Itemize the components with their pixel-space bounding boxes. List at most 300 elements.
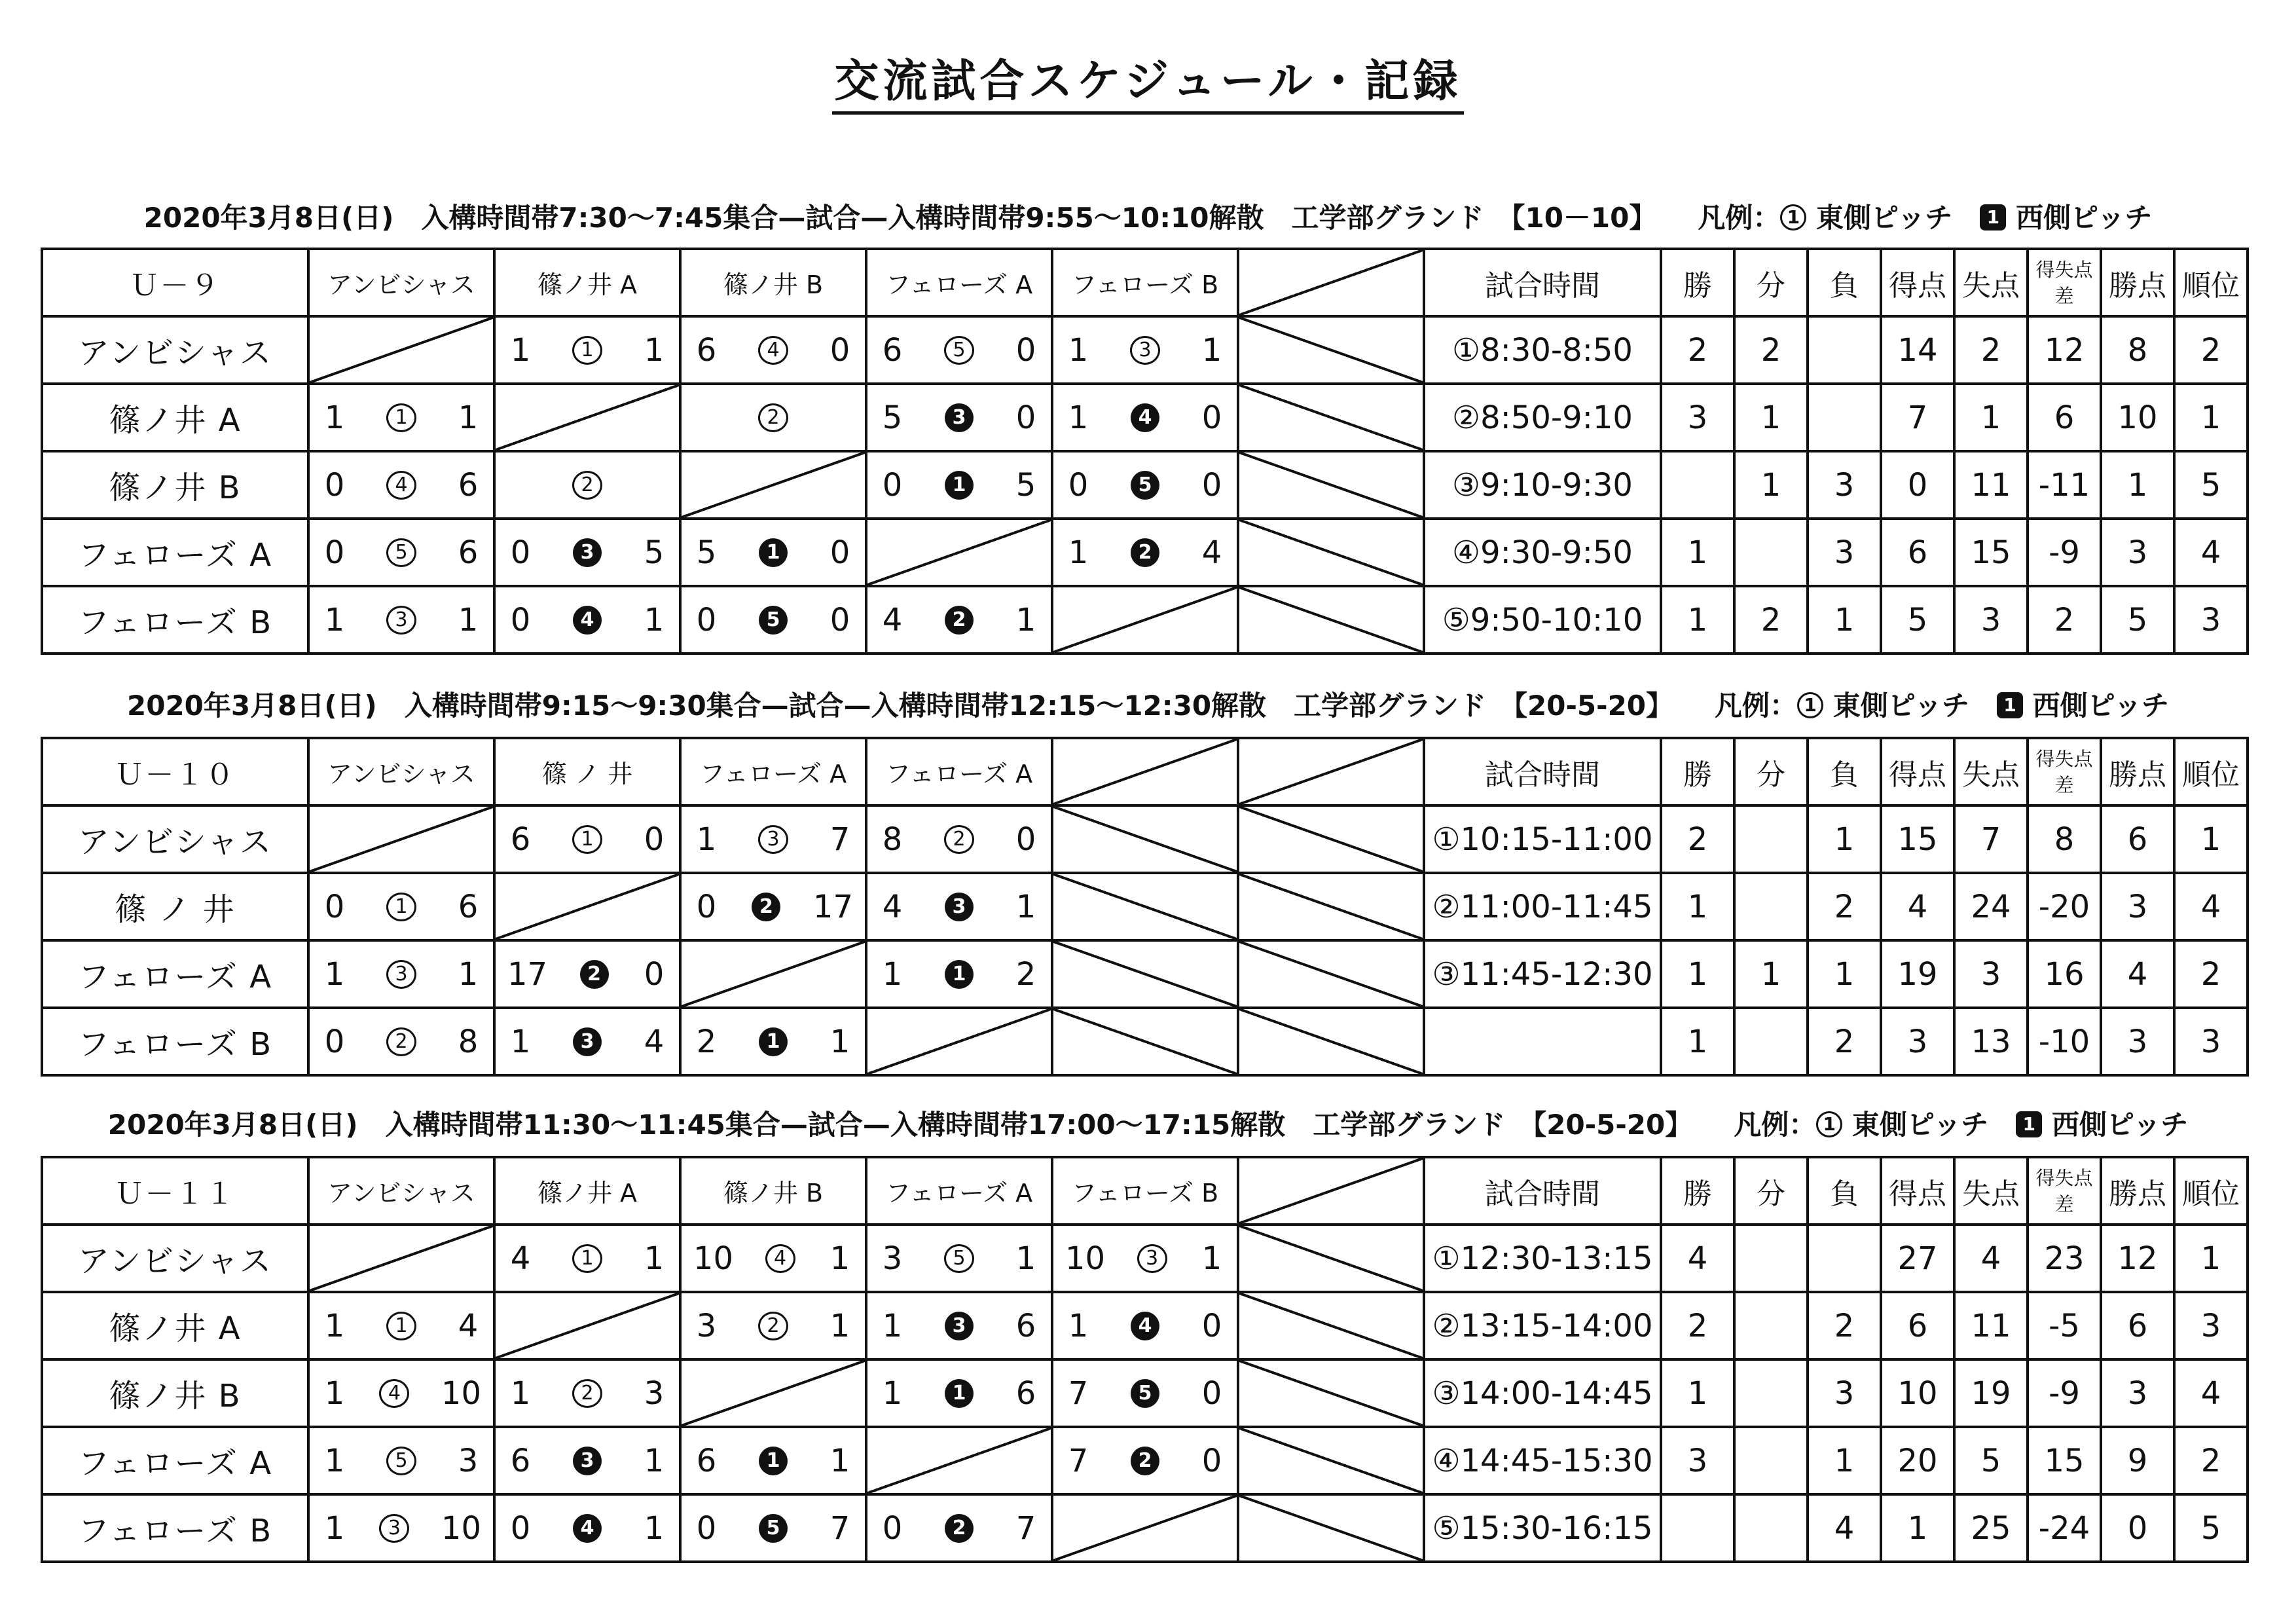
east-pitch-legend-icon: 1 [1780,204,1806,231]
score-for: 0 [510,534,531,571]
page-title: 交流試合スケジュール・記録 [0,46,2296,109]
match-result-cell [494,1008,680,1075]
self-match-cell [308,1225,494,1292]
score-for: 0 [510,601,531,638]
stat-header: 勝 [1661,249,1734,316]
table-row [42,1359,2248,1427]
match-result-cell [680,316,866,384]
row-team-name: フェローズ B [42,1008,308,1075]
schedule-table-u11 [41,1156,2249,1563]
west-pitch-match-icon: 3 [573,1027,602,1056]
east-pitch-match-icon: 2 [386,1027,416,1056]
stat-header: 順位 [2174,1157,2248,1225]
column-header-team: 篠 ノ 井 [494,738,680,805]
stat-value: 23 [2028,1225,2101,1292]
match-result-cell [308,586,494,654]
stat-value: 15 [1954,519,2028,586]
west-pitch-legend-icon: 1 [2016,1111,2042,1137]
score-against: 0 [1015,399,1036,436]
stat-value [1734,1427,1808,1494]
stat-value [1734,805,1808,873]
east-pitch-match-icon: 4 [379,1379,409,1408]
score-against: 1 [829,1240,850,1277]
self-match-cell [308,316,494,384]
stat-value: 16 [2028,940,2101,1008]
self-match-cell [494,384,680,451]
stat-value: 3 [1954,940,2028,1008]
match-result [1053,318,1237,382]
match-result [682,807,865,872]
score-against: 1 [1015,601,1036,638]
blank-cell [1238,1427,1424,1494]
match-result [867,452,1051,517]
score-against: 0 [1201,1307,1222,1344]
match-result-cell [866,940,1052,1008]
west-pitch-match-icon: 4 [573,606,602,635]
score-against: 3 [458,1442,479,1479]
score-for: 0 [696,601,717,638]
score-against: 0 [829,331,850,369]
east-pitch-match-icon: 2 [572,1379,602,1408]
score-for: 4 [882,601,903,638]
match-result-cell [494,1225,680,1292]
match-result-cell [308,873,494,940]
row-team-name: 篠ノ井 A [42,384,308,451]
self-match-cell [866,519,1052,586]
match-result [867,1496,1051,1560]
match-result-cell [1052,384,1238,451]
stat-value: 5 [2101,586,2174,654]
score-against: 1 [458,601,479,638]
stat-value: 6 [1881,1292,1954,1359]
stat-value: 6 [2028,384,2101,451]
match-time: ⑤15:30-16:15 [1424,1494,1661,1562]
west-pitch-match-icon: 1 [759,1447,788,1475]
stat-header: 勝点 [2101,1157,2174,1225]
stat-value [1808,1225,1881,1292]
east-pitch-match-icon: 2 [944,825,974,854]
match-result [867,385,1051,450]
score-against: 6 [458,466,479,504]
west-pitch-match-icon: 2 [1131,1447,1159,1475]
section-header [0,1103,2296,1143]
stat-value: 1 [2174,1225,2248,1292]
stat-value: 1 [1734,940,1808,1008]
stat-header: 順位 [2174,249,2248,316]
table-row [42,873,2248,940]
stat-value: 4 [1881,873,1954,940]
stat-value: 1 [2101,451,2174,519]
stat-value: 1 [1661,519,1734,586]
score-against: 0 [1201,1442,1222,1479]
match-result [310,385,493,450]
score-against: 1 [1201,331,1222,369]
stat-value: 6 [2101,805,2174,873]
east-pitch-match-icon: 5 [386,1447,416,1475]
self-match-cell [680,940,866,1008]
table-row [42,1427,2248,1494]
row-team-name: 篠ノ井 A [42,1292,308,1359]
self-match-cell [494,1292,680,1359]
stat-value: 2 [1661,1292,1734,1359]
score-against: 17 [812,888,853,925]
stat-value: 15 [1881,805,1954,873]
stat-header: 得失点差 [2028,738,2101,805]
east-pitch-match-icon: 5 [386,538,416,567]
self-match-cell [680,1359,866,1427]
match-result [1053,520,1237,585]
match-result-cell [680,1292,866,1359]
east-pitch-match-icon: 2 [758,403,788,432]
score-for: 6 [882,331,903,369]
match-time: ③14:00-14:45 [1424,1359,1661,1427]
stat-value [1661,1494,1734,1562]
match-time: ①10:15-11:00 [1424,805,1661,873]
match-result-cell [680,1008,866,1075]
score-for: 0 [510,1509,531,1547]
stat-header: 順位 [2174,738,2248,805]
score-for: 4 [882,888,903,925]
match-result-cell [680,1494,866,1562]
score-for: 1 [1068,399,1089,436]
match-result-cell [680,805,866,873]
legend-east-label: 東側ピッチ [1851,1109,1989,1141]
blank-cell [1052,873,1238,940]
west-pitch-match-icon: 1 [945,960,974,989]
self-match-cell [494,873,680,940]
table-row [42,1494,2248,1562]
match-result [496,942,679,1006]
match-result [1053,1293,1237,1358]
match-result-cell [866,451,1052,519]
match-result [867,587,1051,652]
stat-value: 13 [1954,1008,2028,1075]
stat-value: 3 [2174,1292,2248,1359]
score-for: 17 [507,955,548,993]
score-for: 1 [1068,331,1089,369]
match-result-cell [1052,1359,1238,1427]
match-result [310,1361,493,1426]
east-pitch-match-icon: 3 [758,825,788,854]
match-result-cell [308,451,494,519]
match-result-cell [680,873,866,940]
stat-value: 4 [2174,519,2248,586]
score-against: 1 [1201,1240,1222,1277]
east-pitch-legend-icon: 1 [1797,692,1823,718]
stat-value [1661,451,1734,519]
score-against: 1 [458,955,479,993]
blank-column-header [1052,738,1238,805]
blank-column-header [1238,1157,1424,1225]
score-against: 7 [829,1509,850,1547]
match-result-cell [308,384,494,451]
east-pitch-match-icon: 1 [572,1244,602,1273]
stat-value: 14 [1881,316,1954,384]
stat-value: 3 [2101,519,2174,586]
stat-value: -9 [2028,1359,2101,1427]
stat-header: 分 [1734,738,1808,805]
match-result-cell [1052,519,1238,586]
match-result [496,1226,679,1291]
stat-header: 試合時間 [1424,738,1661,805]
score-for: 1 [324,1442,345,1479]
score-for: 0 [882,1509,903,1547]
score-for: 5 [696,534,717,571]
score-against: 0 [829,601,850,638]
match-result-cell [866,316,1052,384]
west-pitch-match-icon: 2 [580,960,609,989]
stat-value: 9 [2101,1427,2174,1494]
stat-value: 0 [2101,1494,2174,1562]
legend-label: 凡例： [1734,1109,1817,1141]
stat-value: 15 [2028,1427,2101,1494]
stat-value: 8 [2101,316,2174,384]
match-result [310,942,493,1006]
score-for: 1 [324,601,345,638]
west-pitch-match-icon: 3 [945,1312,974,1340]
stat-value: 4 [1954,1225,2028,1292]
score-for: 1 [324,955,345,993]
table-row [42,384,2248,451]
match-result [310,1009,493,1074]
stat-header: 失点 [1954,1157,2028,1225]
score-for: 0 [324,534,345,571]
score-for: 0 [696,1509,717,1547]
score-against: 0 [1201,466,1222,504]
score-for: 1 [510,331,531,369]
stat-header: 得点 [1881,249,1954,316]
match-result [1053,1226,1237,1291]
score-against: 1 [829,1442,850,1479]
stat-header: 勝 [1661,738,1734,805]
west-pitch-match-icon: 2 [945,1514,974,1543]
east-pitch-match-icon: 1 [572,336,602,365]
stat-value: 3 [1808,1359,1881,1427]
stat-value [1734,1359,1808,1427]
stat-value: 4 [2174,1359,2248,1427]
match-result [496,1009,679,1074]
stat-value: 10 [1881,1359,1954,1427]
east-pitch-match-icon: 4 [386,471,416,500]
score-against: 1 [644,601,665,638]
score-against: 1 [644,1509,665,1547]
match-result-cell [680,1225,866,1292]
blank-cell [1238,519,1424,586]
stat-value: 12 [2028,316,2101,384]
match-result-cell [494,1427,680,1494]
match-result [496,1496,679,1560]
header-row [42,1157,2248,1225]
west-pitch-match-icon: 2 [1131,538,1159,567]
table-row [42,1292,2248,1359]
score-against: 0 [1201,399,1222,436]
stat-value: 2 [1808,1008,1881,1075]
score-for: 1 [1068,534,1089,571]
match-time: ④14:45-15:30 [1424,1427,1661,1494]
west-pitch-match-icon: 3 [945,893,974,921]
match-time: ①8:30-8:50 [1424,316,1661,384]
match-result-cell [308,1359,494,1427]
stat-value: 3 [1954,586,2028,654]
west-pitch-match-icon: 5 [1131,1379,1159,1408]
score-for: 4 [510,1240,531,1277]
match-result [310,1428,493,1493]
stat-value: 2 [1808,1292,1881,1359]
column-header-team: アンビシャス [308,1157,494,1225]
score-against: 5 [644,534,665,571]
score-against: 0 [829,534,850,571]
header-row [42,738,2248,805]
score-for: 1 [1068,1307,1089,1344]
match-result-cell [680,586,866,654]
match-result [682,1496,865,1560]
stat-value: 27 [1881,1225,1954,1292]
stat-header: 得失点差 [2028,249,2101,316]
match-time [1424,1008,1661,1075]
score-for: 6 [510,821,531,858]
score-against: 7 [1015,1509,1036,1547]
match-result-cell [680,1427,866,1494]
legend-east-label: 東側ピッチ [1832,690,1970,722]
blank-cell [1238,1359,1424,1427]
row-team-name: 篠ノ井 B [42,1359,308,1427]
score-for: 6 [696,331,717,369]
table-row [42,940,2248,1008]
match-result [310,587,493,652]
match-result [682,318,865,382]
score-for: 0 [882,466,903,504]
east-pitch-legend-icon: 1 [1816,1111,1842,1137]
match-time: ③9:10-9:30 [1424,451,1661,519]
stat-value [1808,316,1881,384]
score-for: 1 [696,821,717,858]
match-result [496,452,679,517]
score-for: 1 [882,955,903,993]
match-result-cell [494,1494,680,1562]
blank-cell [1238,1292,1424,1359]
match-result [682,587,865,652]
match-result-cell [866,1225,1052,1292]
score-against: 6 [458,534,479,571]
score-for: 8 [882,821,903,858]
stat-value: 2 [2174,316,2248,384]
match-result [867,1361,1051,1426]
score-for: 0 [324,1023,345,1060]
match-result-cell [866,1494,1052,1562]
stat-value: 6 [2101,1292,2174,1359]
match-result-cell [680,519,866,586]
match-result [682,1226,865,1291]
match-result-cell [1052,1292,1238,1359]
match-result-cell [1052,1427,1238,1494]
match-result-cell [866,873,1052,940]
match-result-cell [308,1292,494,1359]
score-for: 10 [1065,1240,1106,1277]
column-header-team: フェローズ A [866,249,1052,316]
score-against: 6 [1015,1307,1036,1344]
match-result [867,318,1051,382]
east-pitch-match-icon: 4 [758,336,788,365]
score-against: 5 [1015,466,1036,504]
column-header-team: フェローズ A [680,738,866,805]
stat-header: 試合時間 [1424,1157,1661,1225]
stat-value: 4 [2174,873,2248,940]
table-row [42,586,2248,654]
match-result-cell [308,1008,494,1075]
match-result [496,318,679,382]
column-header-team: アンビシャス [308,738,494,805]
match-result-cell [308,1427,494,1494]
score-against: 0 [1015,331,1036,369]
stat-value: 1 [1808,940,1881,1008]
stat-value: 1 [1954,384,2028,451]
match-result-cell [866,805,1052,873]
match-result-cell [308,519,494,586]
stat-value: 5 [1881,586,1954,654]
column-header-team: アンビシャス [308,249,494,316]
header-row [42,249,2248,316]
score-for: 1 [882,1375,903,1412]
score-against: 6 [458,888,479,925]
blank-cell [1238,586,1424,654]
west-pitch-match-icon: 3 [573,538,602,567]
schedule-table-u10 [41,737,2249,1077]
category-label: Ｕ－１０ [42,738,308,805]
schedule-table-u9 [41,248,2249,655]
blank-cell [1238,873,1424,940]
score-for: 0 [324,888,345,925]
column-header-team: 篠ノ井 A [494,249,680,316]
match-result-cell [680,384,866,451]
stat-value: 3 [1808,519,1881,586]
column-header-team: 篠ノ井 B [680,1157,866,1225]
stat-value: 1 [1661,873,1734,940]
score-for: 1 [510,1375,531,1412]
score-against: 0 [1201,1375,1222,1412]
stat-value: -5 [2028,1292,2101,1359]
self-match-cell [866,1427,1052,1494]
stat-value: -10 [2028,1008,2101,1075]
stat-header: 勝点 [2101,738,2174,805]
section-header-text: 2020年3月8日(日) 入構時間帯9:15〜9:30集合—試合—入構時間帯12:15〜12:30解散 工学部グランド 【20-5-20】 [127,690,1660,722]
score-against: 1 [644,1442,665,1479]
stat-value: 5 [1954,1427,2028,1494]
stat-value: 8 [2028,805,2101,873]
west-pitch-match-icon: 1 [945,1379,974,1408]
match-result [496,1428,679,1493]
self-match-cell [866,1008,1052,1075]
blank-cell [1238,316,1424,384]
match-result [867,807,1051,872]
table-row [42,451,2248,519]
stat-value [1734,1225,1808,1292]
match-result [310,452,493,517]
match-result-cell [308,940,494,1008]
match-result [1053,1361,1237,1426]
score-for: 1 [324,1509,345,1547]
score-against: 10 [441,1375,481,1412]
match-time: ①12:30-13:15 [1424,1225,1661,1292]
stat-value: 1 [1808,586,1881,654]
match-result [496,587,679,652]
score-for: 0 [324,466,345,504]
stat-header: 試合時間 [1424,249,1661,316]
score-against: 0 [644,955,665,993]
stat-value [1734,873,1808,940]
blank-cell [1238,940,1424,1008]
blank-cell [1238,451,1424,519]
stat-value: 3 [1661,384,1734,451]
